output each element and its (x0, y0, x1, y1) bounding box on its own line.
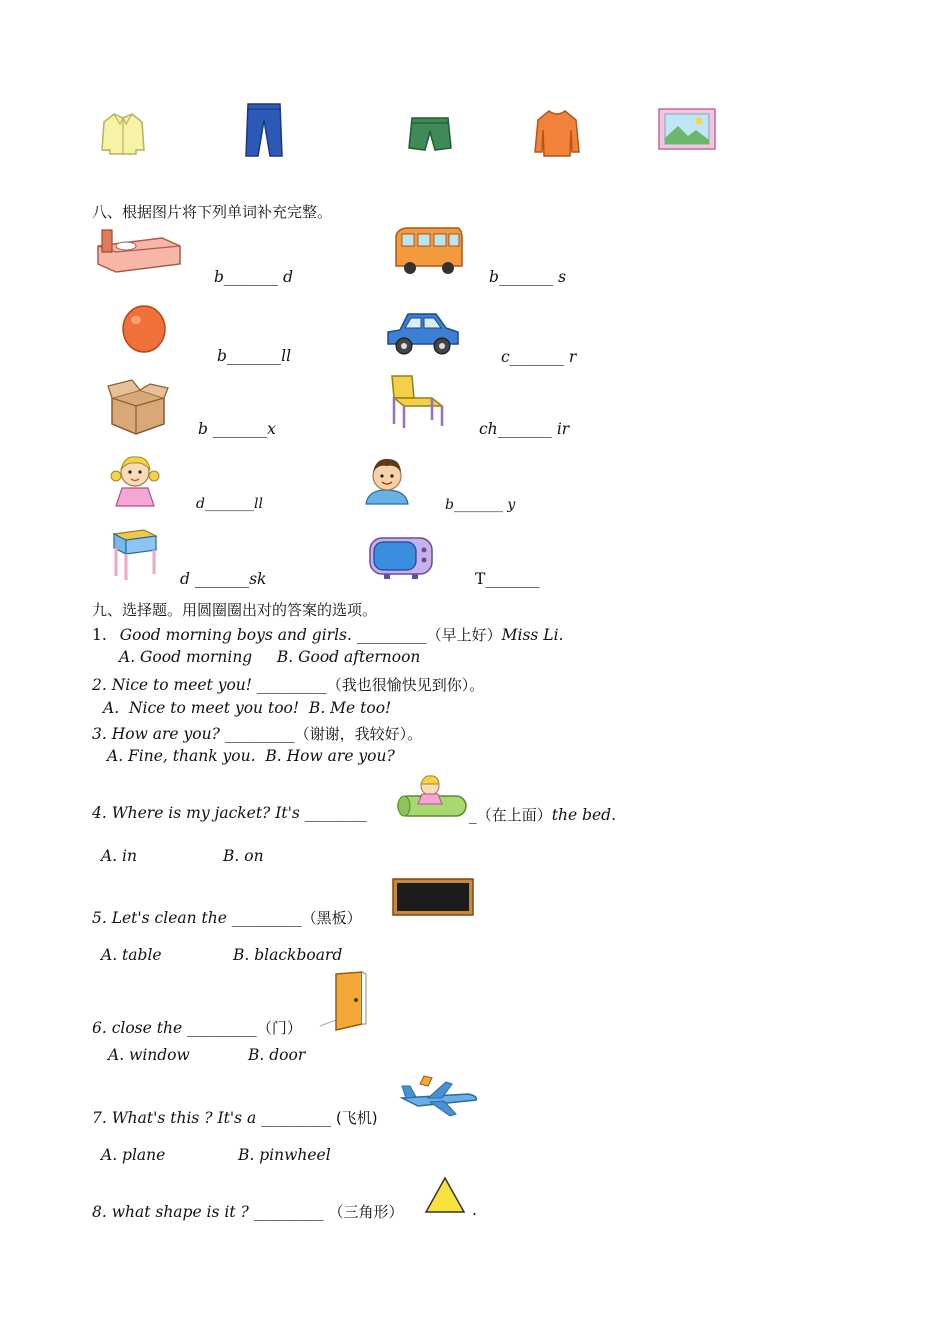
tv-icon (368, 536, 434, 580)
q1-end: Miss Li. (501, 626, 564, 644)
word-blank: d _______sk (180, 570, 267, 588)
word-blank: b_______ d (214, 268, 294, 286)
q7-hint: (飞机) (335, 1109, 378, 1127)
question-5 (92, 907, 362, 928)
word-blank: b_______ s (489, 268, 567, 286)
word-blank: T_______ (475, 570, 540, 588)
q6-option-a[interactable]: A. window (108, 1046, 190, 1064)
q1-hint: （早上好） (426, 626, 502, 644)
q6-hint: （门） (256, 1019, 302, 1037)
word-blank: ch_______ ir (479, 420, 570, 438)
q4-hint: （在上面） (476, 806, 552, 824)
q4-option-a[interactable]: A. in (101, 847, 137, 865)
question-6 (92, 1017, 302, 1038)
question-4-tail (469, 804, 616, 825)
q3-text: 3. How are you? _________ (92, 725, 295, 743)
q5-hint: （黑板） (301, 909, 362, 927)
word-blank: b_______ll (217, 347, 292, 365)
car-icon (384, 306, 462, 356)
q7-option-b[interactable]: B. pinwheel (238, 1146, 331, 1164)
section8-title: 八、根据图片将下列单词补充完整。 (92, 203, 333, 221)
q8-period: . (472, 1201, 477, 1219)
q4-underscore: _ (469, 806, 477, 824)
q4-end: the bed. (551, 806, 617, 824)
question-2 (92, 674, 484, 695)
q4-option-b[interactable]: B. on (223, 847, 264, 865)
question-4 (92, 804, 367, 822)
word-blank: d_______ll (196, 496, 263, 512)
q1-options[interactable]: A. Good morning B. Good afternoon (119, 648, 421, 666)
picture-icon (658, 108, 716, 150)
boy-icon (362, 454, 412, 504)
q1-number: 1. (92, 626, 107, 644)
q1-text: Good morning boys and girls. _________ (119, 626, 427, 644)
trousers-icon (244, 102, 284, 158)
q6-text: 6. close the _________ (92, 1019, 257, 1037)
q6-option-b[interactable]: B. door (248, 1046, 306, 1064)
q5-option-b[interactable]: B. blackboard (233, 946, 343, 964)
chair-icon (384, 374, 446, 430)
plane-icon (398, 1074, 480, 1120)
question-1 (92, 624, 563, 645)
word-blank: b_______ y (445, 497, 516, 513)
q3-options[interactable]: A. Fine, thank you. B. How are you? (107, 747, 395, 765)
q3-hint: （谢谢，我较好）。 (294, 725, 423, 743)
desk-icon (110, 528, 160, 582)
q2-hint: （我也很愉快见到你）。 (326, 676, 485, 694)
jacket-icon (100, 110, 146, 156)
q4-text: 4. Where is my jacket? It's ________ (92, 804, 367, 822)
sweater-icon (534, 108, 580, 158)
word-blank: b _______x (198, 420, 276, 438)
q5-option-a[interactable]: A. table (101, 946, 162, 964)
q7-option-a[interactable]: A. plane (101, 1146, 166, 1164)
question-8 (92, 1201, 403, 1222)
q2-text: 2. Nice to meet you! _________ (92, 676, 327, 694)
bus-icon (392, 224, 464, 276)
q5-text: 5. Let's clean the _________ (92, 909, 302, 927)
box-icon (106, 380, 168, 436)
question-7 (92, 1107, 378, 1128)
shorts-icon (408, 116, 452, 152)
question-3 (92, 723, 422, 744)
q7-text: 7. What's this ? It's a _________ (92, 1109, 331, 1127)
blackboard-icon (392, 878, 474, 916)
door-icon (318, 970, 380, 1032)
triangle-icon (424, 1176, 466, 1214)
q2-options[interactable]: A. Nice to meet you too! B. Me too! (103, 699, 392, 717)
word-blank: c_______ r (501, 348, 577, 366)
section9-title: 九、选择题。用圆圈圈出对的答案的选项。 (92, 601, 378, 619)
q8-text: 8. what shape is it ? _________ (92, 1203, 324, 1221)
doll-on-bed-icon (396, 774, 468, 820)
q8-hint: （三角形） (328, 1203, 404, 1221)
bed-icon (96, 228, 182, 274)
doll-icon (104, 454, 166, 510)
ball-icon (120, 304, 168, 354)
